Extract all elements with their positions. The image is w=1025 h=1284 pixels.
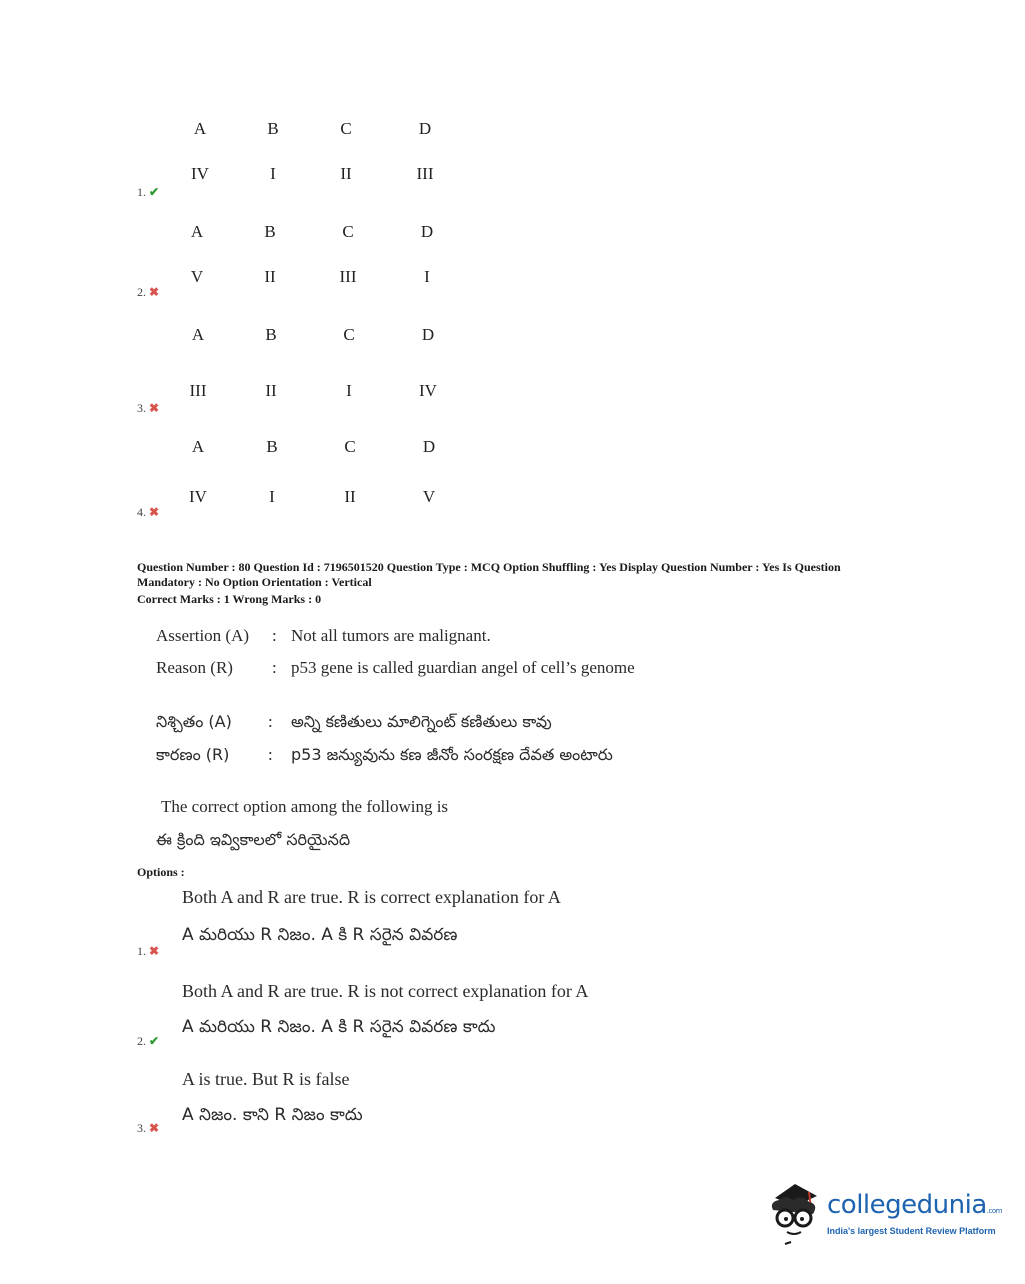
match-value-d: IV	[419, 381, 437, 400]
match-value-a: IV	[191, 164, 209, 183]
option-number	[137, 505, 159, 520]
reason-label: Reason (R)	[156, 658, 233, 677]
match-value-d: V	[422, 487, 436, 506]
prompt-english: The correct option among the following is	[161, 797, 449, 816]
question-meta	[137, 560, 917, 607]
option-number-label: 2.	[137, 285, 146, 299]
logo-wordmark	[827, 1190, 1002, 1220]
option-number-label: 1.	[137, 185, 146, 199]
col-header-d: D	[422, 437, 436, 456]
match-value-c: II	[344, 487, 356, 506]
option-number	[137, 401, 159, 416]
col-header-a: A	[191, 437, 205, 456]
col-header-c: C	[342, 222, 354, 241]
col-header-b: B	[267, 119, 279, 138]
cross-icon: ✖	[149, 505, 160, 519]
col-header-c: C	[343, 325, 355, 344]
col-header-a: A	[193, 119, 207, 138]
col-header-b: B	[264, 222, 276, 241]
question-meta-line: Question Number : 80 Question Id : 7196501520 Question Type : MCQ Option Shuffling : Yes Display Question Number : Yes Is Question	[137, 560, 841, 574]
question-marks-line: Correct Marks : 1 Wrong Marks : 0	[137, 592, 322, 606]
question-meta-line: Mandatory : No Option Orientation : Vertical	[137, 575, 372, 589]
match-value-b: II	[264, 267, 276, 286]
assertion-label: Assertion (A)	[156, 626, 250, 645]
cross-icon: ✖	[149, 285, 160, 299]
cross-icon: ✖	[149, 401, 160, 415]
col-header-d: D	[421, 325, 435, 344]
option-number-label: 2.	[137, 1034, 146, 1048]
colon: :	[272, 658, 277, 677]
logo-tagline: India's largest Student Review Platform	[827, 1226, 996, 1236]
colon: :	[268, 745, 273, 764]
option-text-english: Both A and R are true. R is correct explanation for A	[182, 887, 561, 907]
option-text-english: Both A and R are true. R is not correct explanation for A	[182, 981, 589, 1001]
logo-com: .com	[986, 1207, 1002, 1215]
col-header-b: B	[265, 325, 277, 344]
option-number	[137, 1121, 159, 1136]
match-value-b: I	[270, 164, 276, 183]
assertion-text: Not all tumors are malignant.	[291, 626, 491, 645]
option-number-label: 1.	[137, 944, 146, 958]
colon: :	[272, 626, 277, 645]
colon: :	[268, 712, 273, 731]
options-label: Options :	[137, 865, 185, 879]
col-header-a: A	[191, 325, 205, 344]
option-number-label: 3.	[137, 401, 146, 415]
col-header-c: C	[344, 437, 356, 456]
cross-icon: ✖	[149, 1121, 160, 1135]
option-text-telugu: A మరియు R నిజం. A కి R సరైన వివరణ కాదు	[182, 1017, 496, 1037]
check-icon: ✔	[149, 1034, 160, 1048]
option-number-label: 3.	[137, 1121, 146, 1135]
match-value-a: III	[189, 381, 207, 400]
prompt-telugu: ఈ క్రింది ఇవ్వికాలలో సరియైనది	[156, 830, 351, 849]
reason-label-telugu: కారణం (R)	[156, 745, 230, 764]
option-number	[137, 285, 159, 300]
match-value-a: V	[190, 267, 204, 286]
reason-text: p53 gene is called guardian angel of cell’s genome	[291, 658, 635, 677]
option-number-label: 4.	[137, 505, 146, 519]
match-value-a: IV	[189, 487, 207, 506]
col-header-c: C	[340, 119, 352, 138]
check-icon: ✔	[149, 185, 160, 199]
mascot-icon	[765, 1180, 825, 1250]
col-header-b: B	[266, 437, 278, 456]
collegedunia-logo	[765, 1180, 1002, 1250]
reason-text-telugu: p53 జన్యువును కణ జీనోం సంరక్షణ దేవత అంటారు	[291, 745, 613, 764]
option-text-telugu: A మరియు R నిజం. A కి R సరైన వివరణ	[182, 925, 458, 945]
assertion-label-telugu: నిశ్చితం (A)	[156, 712, 232, 731]
col-header-d: D	[420, 222, 434, 241]
cross-icon: ✖	[149, 944, 160, 958]
match-value-c: II	[340, 164, 352, 183]
logo-name: collegedunia	[827, 1190, 987, 1220]
option-text-telugu: A నిజం. కాని R నిజం కాదు	[182, 1105, 363, 1125]
match-value-b: II	[265, 381, 277, 400]
option-text-english: A is true. But R is false	[182, 1069, 350, 1089]
match-value-c: III	[339, 267, 357, 286]
col-header-a: A	[190, 222, 204, 241]
assertion-text-telugu: అన్ని కణితులు మాలిగ్నెంట్ కణితులు కావు	[291, 712, 552, 731]
option-number	[137, 944, 159, 959]
match-value-d: III	[416, 164, 434, 183]
col-header-d: D	[418, 119, 432, 138]
match-value-d: I	[424, 267, 430, 286]
match-value-b: I	[269, 487, 275, 506]
option-number	[137, 1034, 159, 1049]
match-value-c: I	[346, 381, 352, 400]
option-number	[137, 185, 159, 200]
